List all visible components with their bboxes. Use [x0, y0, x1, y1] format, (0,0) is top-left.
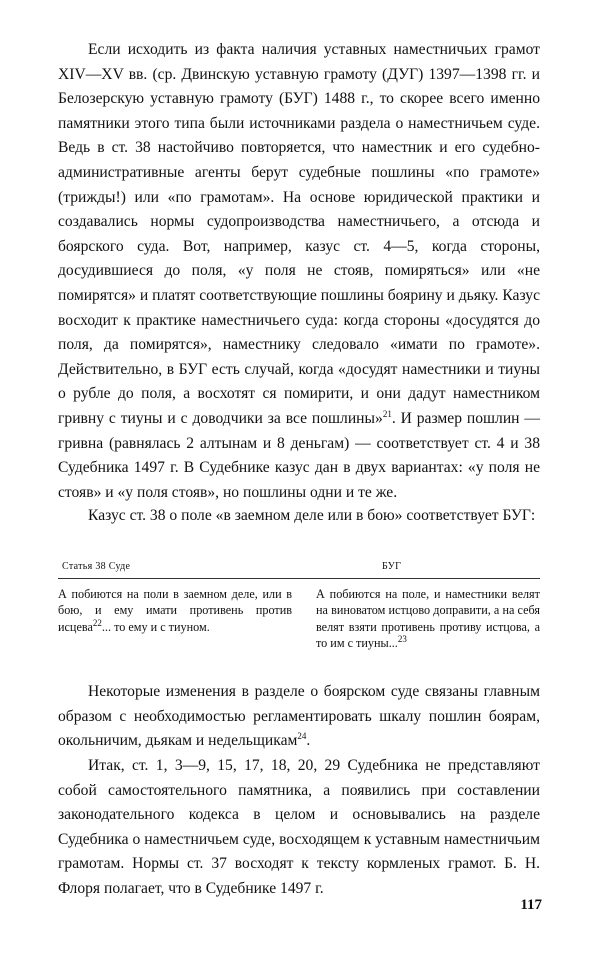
comparison-text-left [58, 586, 292, 635]
paragraph-case-38 [58, 504, 540, 529]
comparison-left-tail: ... то ему и с тиуном. [101, 619, 210, 634]
comparison-heading-right: БУГ [382, 561, 402, 572]
footnote-ref-23: 23 [397, 634, 407, 645]
comparison-divider [58, 578, 540, 579]
footnote-ref-22: 22 [92, 617, 102, 628]
paragraph-boyar-court-end: . [306, 732, 311, 750]
comparison-right-main: А побиются на поле, и наместники велят на виноватом истцово доправити, а на себя велят взяти противень противу истцова, а то им с тиуны... [316, 587, 540, 651]
comparison-heading-left: Статья 38 Суде [62, 561, 131, 572]
paragraph-sources [58, 38, 540, 505]
paragraph-conclusion-text: Итак, ст. 1, 3—9, 15, 17, 18, 20, 29 Судебника не представляют собой самостоятельного памятника, а появились при составлении законодательного кодекса в целом и основывались на разделе Судебника о наместничьем суде, восходящем к уставным наместничьим грамотам. Нормы ст. 37 восходят к тексту кормленых грамот. Б. Н. Флоря полагает, что в Судебнике 1497 г. [58, 757, 540, 897]
footnote-ref-21: 21 [382, 408, 392, 419]
paragraph-sources-text [58, 38, 540, 505]
paragraph-boyar-court-text [58, 680, 540, 754]
paragraph-sources-continuation: . И размер пошлин — гривна (равнялась 2 алтынам и 8 деньгам) — соответствует ст. 4 и 38 Судебника 1497 г. В Судебнике казус дан в двух вариантах: «у поля не стояв» и «у поля стояв», но пошлины одни и те же. [58, 409, 540, 501]
paragraph-boyar-court-main: Некоторые изменения в разделе о боярском суде связаны главным образом с необходимостью регламентировать шкалу пошлин боярам, окольничим, дьякам и недельщикам [58, 683, 540, 750]
paragraph-case-38-text: Казус ст. 38 о поле «в заемном деле или в бою» соответствует БУГ: [88, 507, 536, 524]
footnote-ref-24: 24 [297, 731, 307, 741]
paragraph-boyar-court [58, 680, 540, 754]
comparison-left-main: А побиются на поли в заемном деле, или в бою, и ему имати противень против исцева [58, 587, 292, 634]
page-number: 117 [520, 897, 542, 913]
paragraph-sources-main: Если исходить из факта наличия уставных наместничьих грамот XIV—XV вв. (ср. Двинскую уставную грамоту (ДУГ) 1397—1398 гг. и Белозерскую уставную грамоту (БУГ) 1488 г., то скорее всего именно памятники этого типа были источниками раздела о наместничьем суде. Ведь в ст. 38 настойчиво повторяется, что наместник и его судебно-административные агенты берут судебные пошлины «по грамоте» (трижды!) или «по грамотам». На основе юридической практики и создавались нормы судопроизводства наместничьего, а отсюда и боярского суда. Вот, например, казус ст. 4—5, когда стороны, досудившиеся до поля, «у поля не стояв, помиряться» или «не помирятся» и платят соответствующие пошлины боярину и дьяку. Казус восходит к практике наместничьего суда: когда стороны «досудятся до поля, да помирятся», наместнику следовало «имати по грамоте». Действительно, в БУГ есть случай, когда «досудят наместники и тиуны о рубле до поля, а восхотят ся помирити, и они дадут наместником гривну с тиуны и с доводчики за все пошлины» [58, 41, 541, 427]
comparison-text-right [316, 586, 540, 652]
paragraph-conclusion [58, 754, 540, 902]
